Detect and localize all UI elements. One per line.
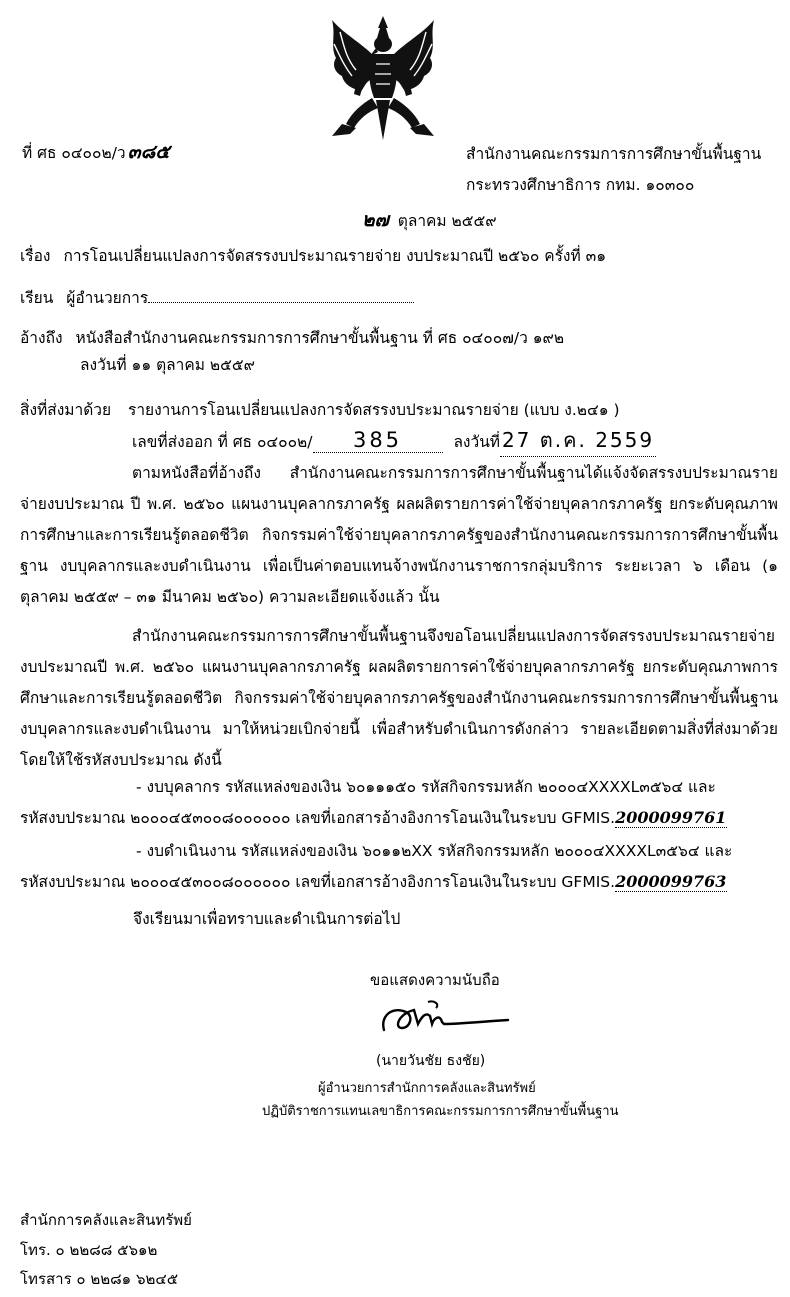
enclosure-line-1 [20,397,620,422]
body-paragraph-2 [20,621,778,776]
reference-text-1: หนังสือสำนักงานคณะกรรมการการศึกษาขั้นพื้นฐาน ที่ ศธ ๐๔๐๐๗/ว ๑๙๒ [75,329,565,347]
document-number-handwritten: ๓๘๕ [127,141,170,163]
recipient-line [20,285,414,310]
signature-salutation: ขอแสดงความนับถือ [370,971,500,989]
closing-sentence: จึงเรียนมาเพื่อทราบและดำเนินการต่อไป [133,910,401,928]
footer-phone: โทร. ๐ ๒๒๘๘ ๕๖๑๒ [20,1241,158,1259]
subject-text: การโอนเปลี่ยนแปลงการจัดสรรงบประมาณรายจ่าย งบประมาณปี ๒๕๖๐ ครั้งที่ ๓๑ [63,247,607,265]
footer-office: สำนักการคลังและสินทรัพย์ [20,1211,192,1229]
garuda-emblem-icon [322,12,444,142]
reference-label: อ้างถึง [20,329,63,347]
enclosure-dated-value: 27 ต.ค. 2559 [500,424,656,457]
signature-position-1: ผู้อำนวยการสำนักการคลังและสินทรัพย์ [318,1081,536,1096]
bullet-1-line-1: - งบบุคลากร รหัสแหล่งของเงิน ๖๐๑๑๑๕๐ รหัสกิจกรรมหลัก ๒๐๐๐๔XXXXL๓๕๖๔ และ [136,778,716,796]
document-number-prefix: ที่ ศธ ๐๔๐๐๒/ว [22,144,126,162]
bullet-2-line-1: - งบดำเนินงาน รหัสแหล่งของเงิน ๖๐๑๑๒XX รหัสกิจกรรมหลัก ๒๐๐๐๔XXXXL๓๕๖๔ และ [136,842,733,860]
issuer-ministry-address: กระทรวงศึกษาธิการ กทม. ๑๐๓๐๐ [466,176,695,194]
reference-text-2: ลงวันที่ ๑๑ ตุลาคม ๒๕๕๙ [80,356,255,374]
subject-line [20,243,606,268]
bullet-2-line-2 [20,869,727,894]
issuer-agency: สำนักงานคณะกรรมการการศึกษาขั้นพื้นฐาน [466,145,762,163]
bullet-1-line-2-text: รหัสงบประมาณ ๒๐๐๐๔๕๓๐๐๘๐๐๐๐๐๐ เลขที่เอกสารอ้างอิงการโอนเงินในระบบ GFMIS. [20,809,616,827]
reference-line-1 [20,325,564,350]
signature-name: (นายวันชัย ธงชัย) [376,1053,486,1069]
enclosure-text-1: รายงานการโอนเปลี่ยนแปลงการจัดสรรงบประมาณรายจ่าย (แบบ ง.๒๔๑ ) [128,401,620,419]
bullet-2-line-2-text: รหัสงบประมาณ ๒๐๐๐๔๕๓๐๐๘๐๐๐๐๐๐ เลขที่เอกสารอ้างอิงการโอนเงินในระบบ GFMIS. [20,873,616,891]
enclosure-outgoing-label: เลขที่ส่งออก ที่ ศธ ๐๔๐๐๒/ [132,433,313,451]
letter-date [362,205,497,235]
body-paragraph-2-text: สำนักงานคณะกรรมการการศึกษาขั้นพื้นฐานจึงขอโอนเปลี่ยนแปลงการจัดสรรงบประมาณรายจ่าย งบประมาณปี พ.ศ. ๒๕๖๐ แผนงานบุคลากรภาครัฐ ผลผลิตรายการค่าใช้จ่ายบุคลากรภาครัฐ ยกระดับคุณภาพการศึกษาและการเรียนรู้ตลอดชีวิต กิจกรรมค่าใช้จ่ายบุคลากรภาครัฐของสำนักงานคณะกรรมการการศึกษาขั้นพื้นฐาน งบบุคลากรและงบดำเนินงาน มาให้หน่วยเบิกจ่ายนี้ เพื่อสำหรับดำเนินการดังกล่าว รายละเอียดตามสิ่งที่ส่งมาด้วย โดยให้ใช้รหัสงบประมาณ ดังนี้ [20,627,778,769]
enclosure-line-2 [132,424,656,457]
recipient-text: ผู้อำนวยการ [66,289,149,307]
bullet-2-gfmis-number: 2000099763 [615,872,727,891]
date-month-year: ตุลาคม ๒๕๕๙ [397,212,497,230]
footer-fax: โทรสาร ๐ ๒๒๘๑ ๖๒๔๕ [20,1270,179,1288]
enclosure-dated-label: ลงวันที่ [453,433,501,451]
body-paragraph-1-text: ตามหนังสือที่อ้างถึง สำนักงานคณะกรรมการการศึกษาขั้นพื้นฐานได้แจ้งจัดสรรงบประมาณรายจ่ายงบประมาณ ปี พ.ศ. ๒๕๖๐ แผนงานบุคลากรภาครัฐ ผลผลิตรายการค่าใช้จ่ายบุคลากรภาครัฐ ยกระดับคุณภาพการศึกษาและการเรียนรู้ตลอดชีวิต กิจกรรมค่าใช้จ่ายบุคลากรภาครัฐของสำนักงานคณะกรรมการการศึกษาขั้นพื้นฐาน งบบุคลากรและงบดำเนินงาน เพื่อเป็นค่าตอบแทนจ้างพนักงานราชการกลุ่มบริการ ระยะเวลา ๖ เดือน (๑ ตุลาคม ๒๕๕๙ – ๓๑ มีนาคม ๒๕๖๐) ความละเอียดแจ้งแล้ว นั้น [20,464,778,606]
subject-label: เรื่อง [20,247,51,265]
bullet-1-gfmis-number: 2000099761 [615,808,727,827]
body-paragraph-1 [20,458,778,613]
bullet-1-line-2 [20,805,727,830]
enclosure-label: สิ่งที่ส่งมาด้วย [20,401,112,419]
date-day-handwritten: ๒๗ [362,209,389,231]
recipient-label: เรียน [20,289,54,307]
signature-position-2: ปฏิบัติราชการแทนเลขาธิการคณะกรรมการการศึกษาขั้นพื้นฐาน [262,1104,619,1119]
signature-scribble-icon [378,994,514,1038]
document-number [22,137,170,167]
recipient-blank-dots [148,302,414,303]
enclosure-outgoing-number: 385 [313,428,443,453]
